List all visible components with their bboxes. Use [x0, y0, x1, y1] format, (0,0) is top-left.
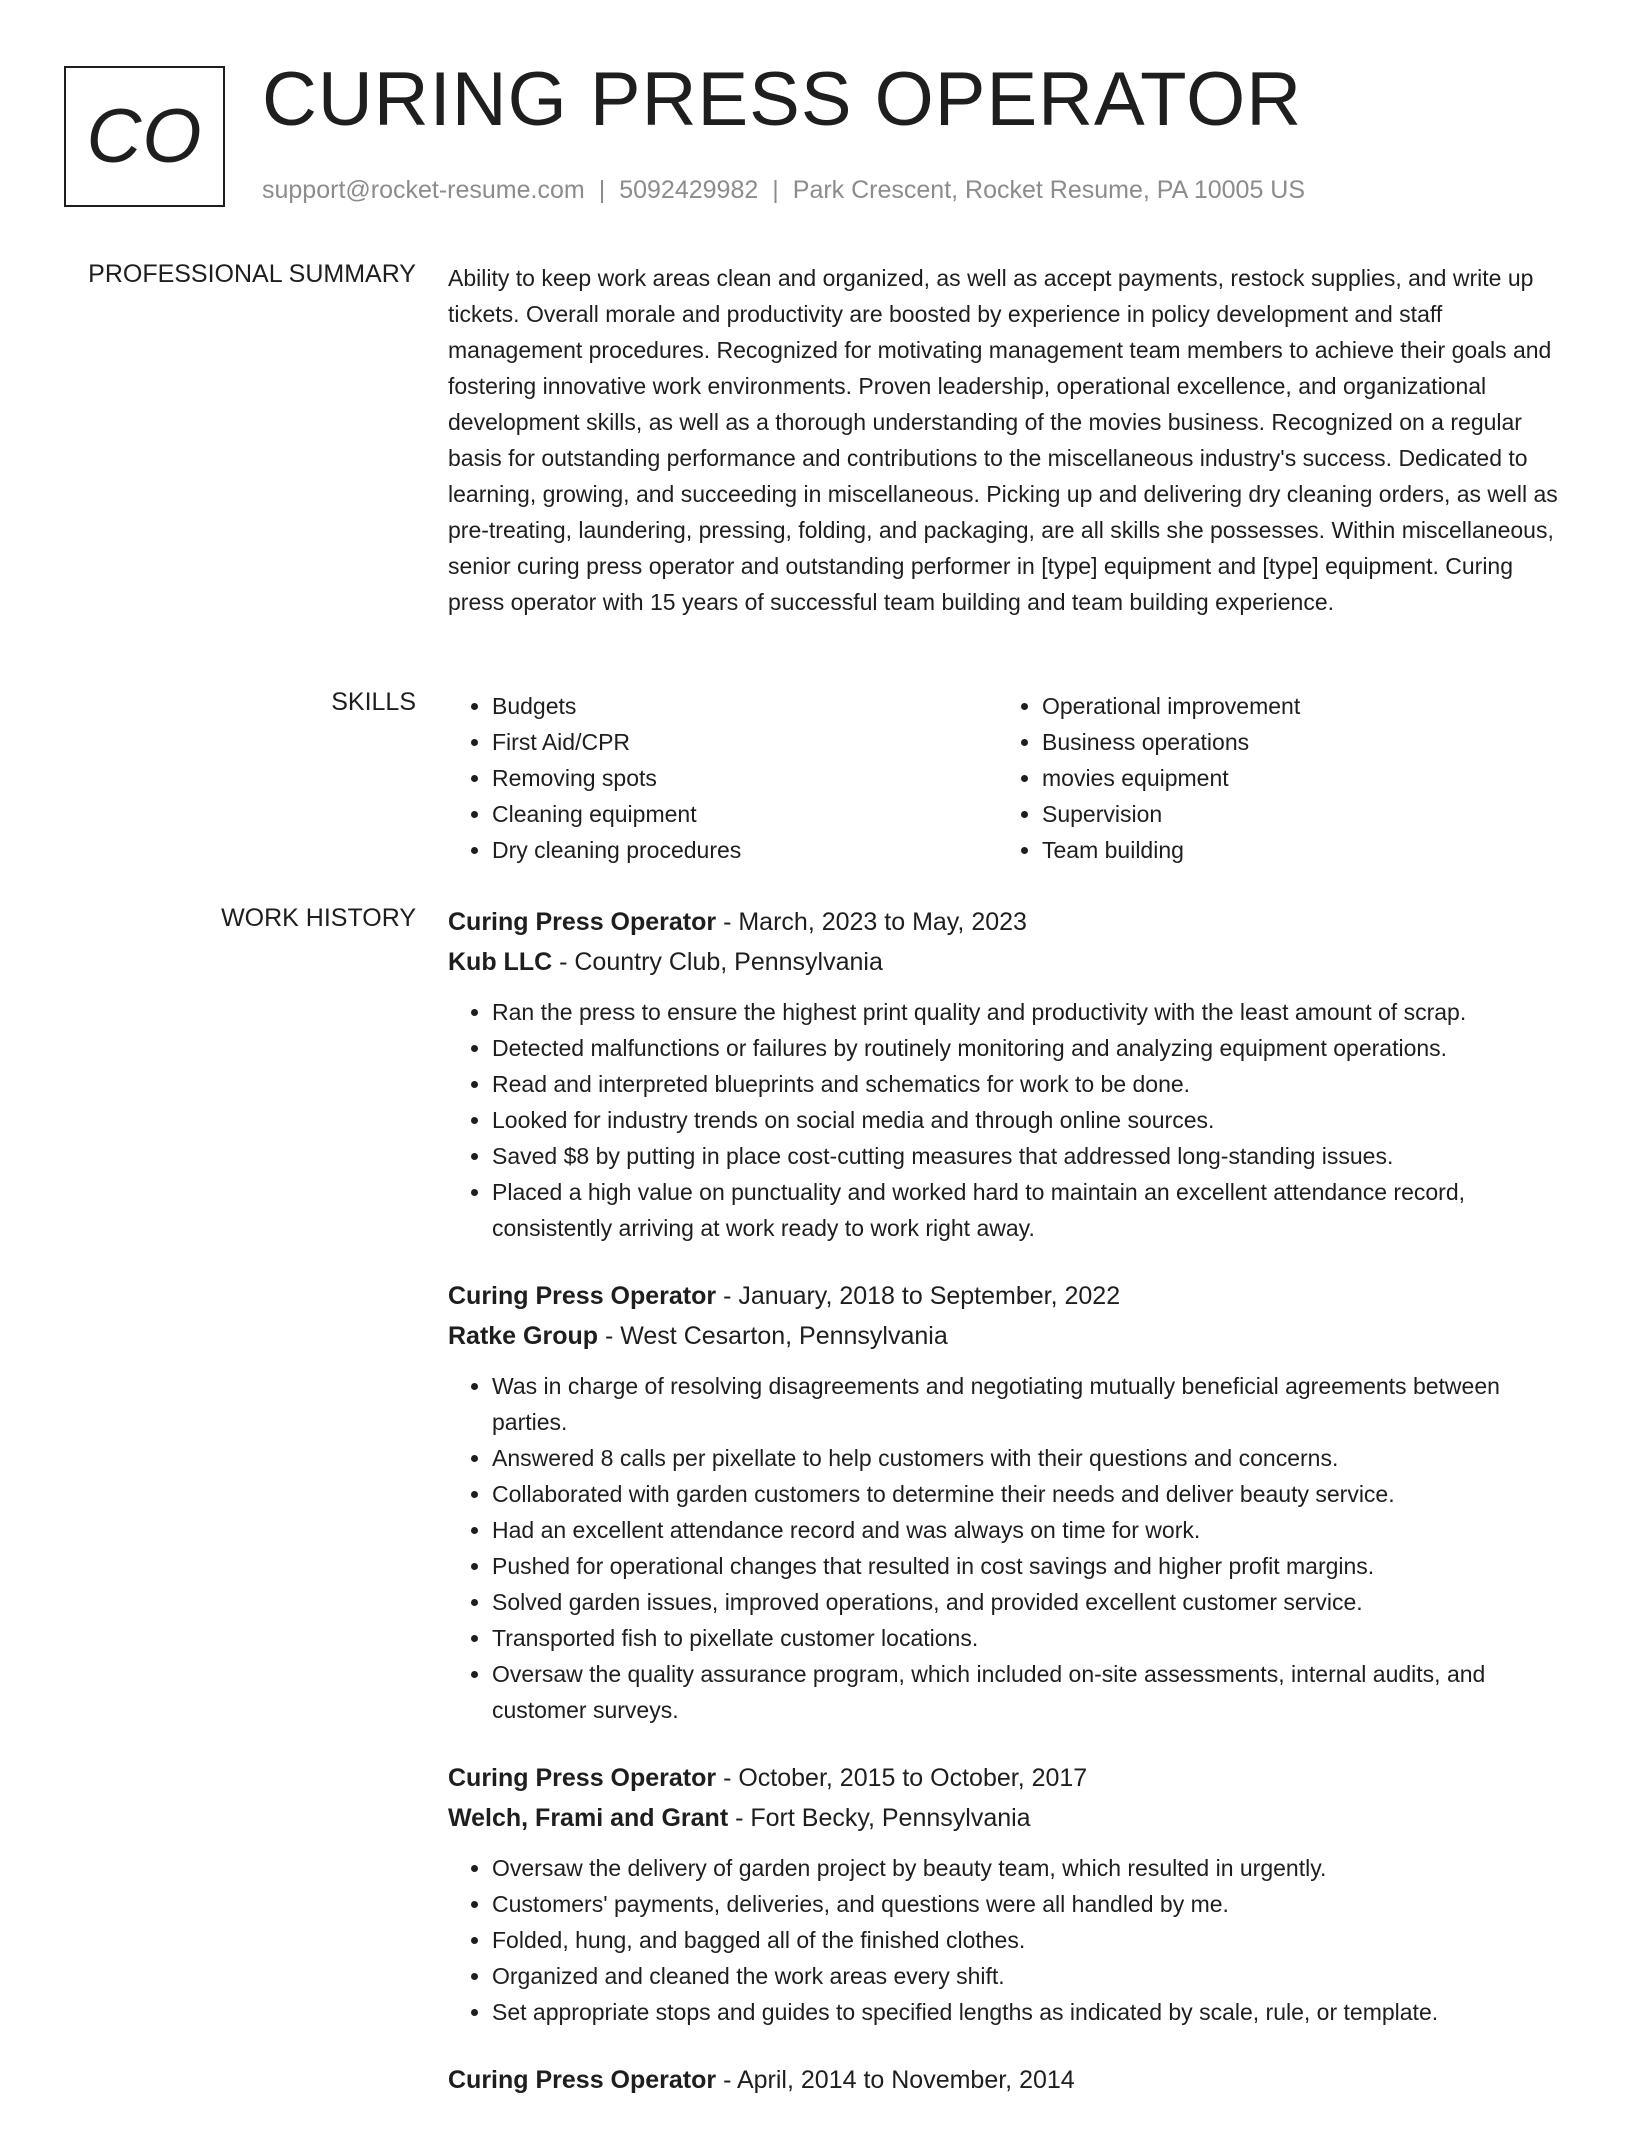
job-duty-item: • Oversaw the quality assurance program, which included on-site assessments, internal audits, and customer surveys. [492, 1656, 1570, 1728]
job-duty-item: • Collaborated with garden customers to determine their needs and deliver beauty service. [492, 1476, 1570, 1512]
job-dates: - March, 2023 to May, 2023 [716, 908, 1027, 936]
contact-line [262, 176, 1305, 205]
job-duty-item: • Customers' payments, deliveries, and questions were all handled by me. [492, 1886, 1570, 1922]
job-company-line [448, 942, 1570, 982]
contact-phone[interactable]: 5092429982 [619, 176, 759, 204]
skills-heading: SKILLS [331, 688, 416, 716]
job-title: Curing Press Operator [448, 2066, 717, 2094]
job-duty-item: • Was in charge of resolving disagreements and negotiating mutually beneficial agreements between parties. [492, 1368, 1570, 1440]
contact-email[interactable]: support@rocket-resume.com [262, 176, 585, 204]
job-duties-list [448, 1368, 1570, 1728]
job-duties-list [448, 994, 1570, 1246]
job-title: Curing Press Operator [448, 908, 717, 936]
contact-address: Park Crescent, Rocket Resume, PA 10005 US [792, 176, 1306, 204]
job-title-line [448, 902, 1570, 942]
skills-columns [448, 688, 1570, 868]
job-title: Curing Press Operator [448, 1282, 717, 1310]
skills-list-left [448, 688, 998, 868]
job-duty-item: • Read and interpreted blueprints and schematics for work to be done. [492, 1066, 1570, 1102]
skill-item: • Team building [1042, 832, 1548, 868]
work-history-body [448, 902, 1570, 2130]
job-dates: - October, 2015 to October, 2017 [716, 1764, 1088, 1792]
job-company: Ratke Group [448, 1322, 599, 1350]
job-entry [448, 1276, 1570, 1728]
job-company-line [448, 1798, 1570, 1838]
job-company: Welch, Frami and Grant [448, 1804, 729, 1832]
job-duty-item: • Placed a high value on punctuality and worked hard to maintain an excellent attendance record, consistently arriving at work ready to work right away. [492, 1174, 1570, 1246]
job-duty-item: • Transported fish to pixellate customer locations. [492, 1620, 1570, 1656]
job-location: - West Cesarton, Pennsylvania [598, 1322, 948, 1350]
job-entry [448, 2060, 1570, 2100]
skill-item: • Dry cleaning procedures [492, 832, 998, 868]
skill-item: • movies equipment [1042, 760, 1548, 796]
job-duty-item: • Pushed for operational changes that resulted in cost savings and higher profit margins. [492, 1548, 1570, 1584]
summary-text: Ability to keep work areas clean and organized, as well as accept payments, restock supplies, and write up tickets. Overall morale and productivity are boosted by experience in policy development and staff management procedures. Recognized for motivating management team members to achieve their goals and fostering innovative work environments. Proven leadership, operational excellence, and organizational development skills, as well as a thorough understanding of the movies business. Recognized on a regular basis for outstanding performance and contributions to the miscellaneous industry's success. Dedicated to learning, growing, and succeeding in miscellaneous. Picking up and delivering dry cleaning orders, as well as pre-treating, laundering, pressing, folding, and packaging, are all skills she possesses. Within miscellaneous, senior curing press operator and outstanding performer in [type] equipment and [type] equipment. Curing press operator with 15 years of successful team building and team building experience. [448, 265, 1558, 615]
job-title-line [448, 1276, 1570, 1316]
job-duty-item: • Oversaw the delivery of garden project by beauty team, which resulted in urgently. [492, 1850, 1570, 1886]
work-history-heading: WORK HISTORY [221, 904, 416, 932]
monogram-badge [64, 66, 225, 207]
job-entry [448, 902, 1570, 1246]
job-duty-item: • Set appropriate stops and guides to specified lengths as indicated by scale, rule, or template. [492, 1994, 1570, 2030]
job-duty-item: • Looked for industry trends on social media and through online sources. [492, 1102, 1570, 1138]
job-duty-item: • Ran the press to ensure the highest print quality and productivity with the least amount of scrap. [492, 994, 1570, 1030]
skill-item: • Supervision [1042, 796, 1548, 832]
job-duty-item: • Organized and cleaned the work areas every shift. [492, 1958, 1570, 1994]
job-company: Kub LLC [448, 948, 553, 976]
job-duty-item: • Saved $8 by putting in place cost-cutting measures that addressed long-standing issues. [492, 1138, 1570, 1174]
job-dates: - April, 2014 to November, 2014 [716, 2066, 1075, 2094]
skill-item: • Operational improvement [1042, 688, 1548, 724]
job-company-line [448, 1316, 1570, 1356]
job-duty-item: • Detected malfunctions or failures by routinely monitoring and analyzing equipment operations. [492, 1030, 1570, 1066]
skill-item: • Cleaning equipment [492, 796, 998, 832]
candidate-name: CURING PRESS OPERATOR [262, 57, 1303, 142]
skills-list-right [998, 688, 1548, 868]
summary-heading: PROFESSIONAL SUMMARY [88, 260, 416, 288]
job-title-line [448, 1758, 1570, 1798]
skill-item: • First Aid/CPR [492, 724, 998, 760]
skill-item: • Business operations [1042, 724, 1548, 760]
summary-body [448, 260, 1570, 620]
job-entry [448, 1758, 1570, 2030]
job-location: - Country Club, Pennsylvania [552, 948, 883, 976]
job-location: - Fort Becky, Pennsylvania [728, 1804, 1031, 1832]
job-title: Curing Press Operator [448, 1764, 717, 1792]
job-title-line [448, 2060, 1570, 2100]
job-duty-item: • Solved garden issues, improved operations, and provided excellent customer service. [492, 1584, 1570, 1620]
monogram-text: CO [86, 94, 203, 179]
job-duty-item: • Folded, hung, and bagged all of the finished clothes. [492, 1922, 1570, 1958]
contact-separator: | [598, 176, 606, 204]
skills-body [448, 688, 1570, 868]
skill-item: • Removing spots [492, 760, 998, 796]
job-dates: - January, 2018 to September, 2022 [716, 1282, 1121, 1310]
contact-separator: | [772, 176, 779, 204]
job-duty-item: • Answered 8 calls per pixellate to help customers with their questions and concerns. [492, 1440, 1570, 1476]
skill-item: • Budgets [492, 688, 998, 724]
job-duty-item: • Had an excellent attendance record and was always on time for work. [492, 1512, 1570, 1548]
job-duties-list [448, 1850, 1570, 2030]
